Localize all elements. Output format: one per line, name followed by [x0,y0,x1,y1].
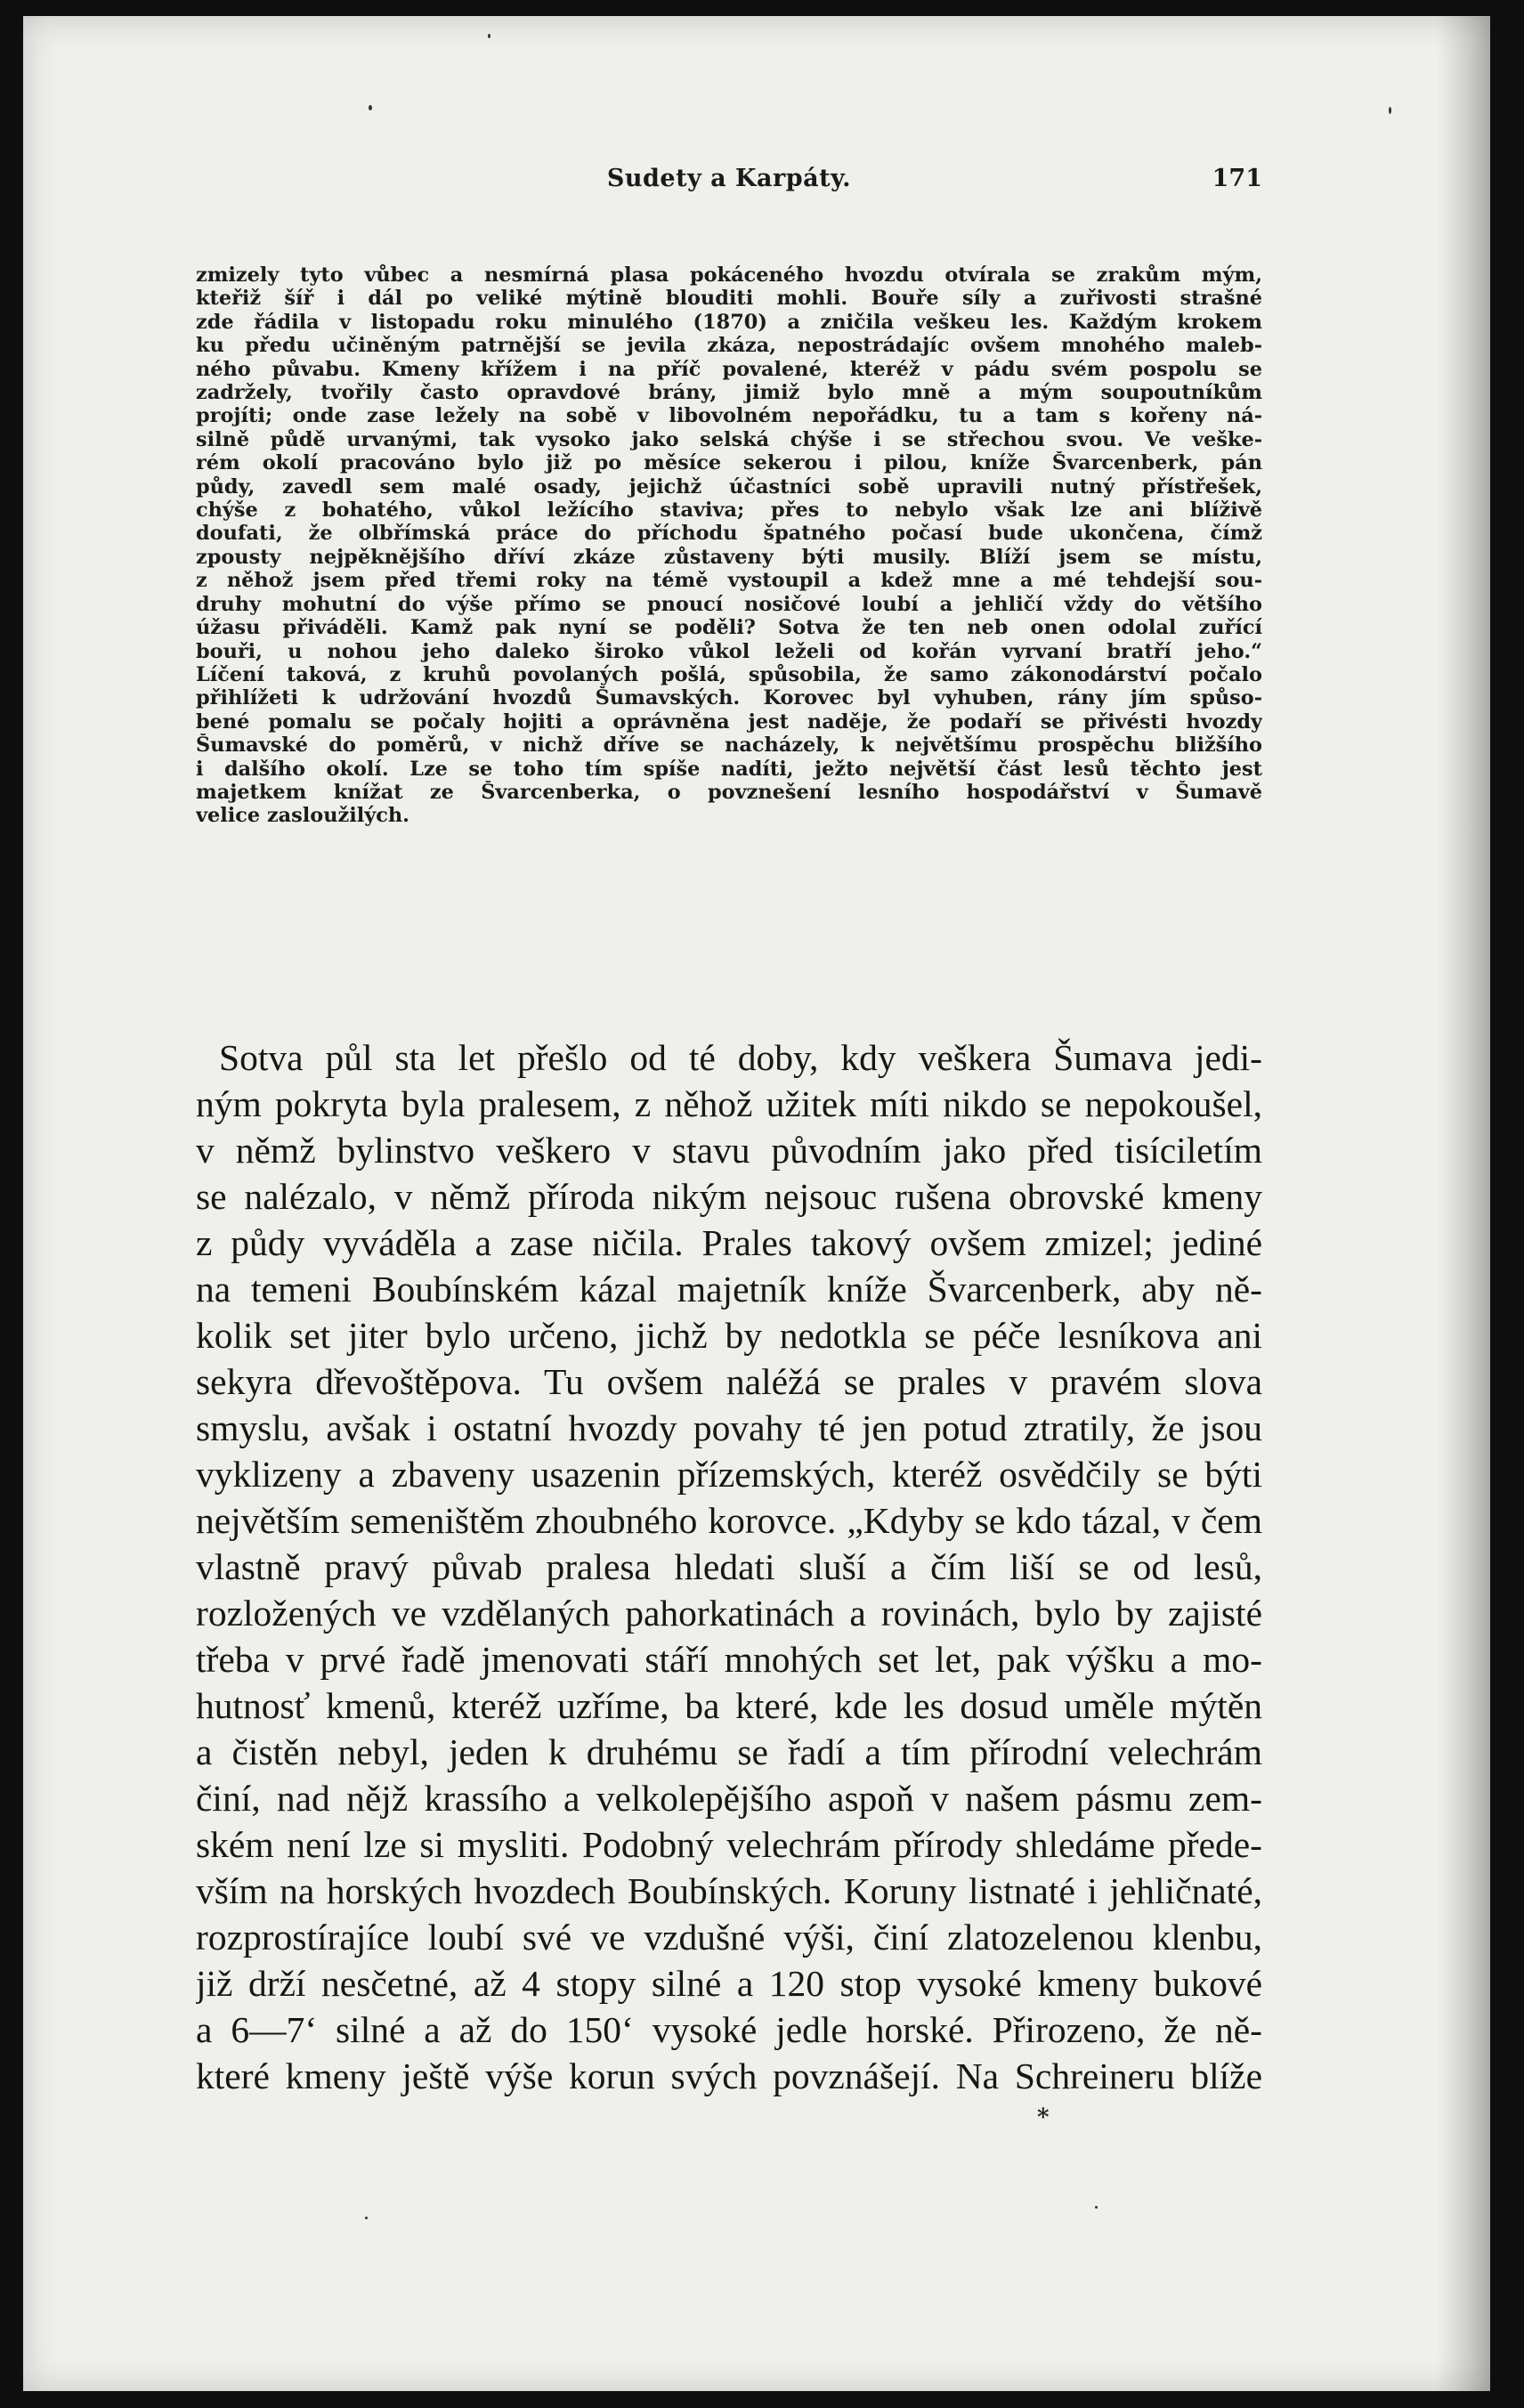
footnote-line: přihlížeti k udržování hvozdů Šumavských. Korovec byl vyhuben, rány jím spůso- [196,686,1262,710]
paragraph-line: třeba v prvé řadě jmenovati stáří mnohých set let, pak výšku a mo- [196,1639,1262,1680]
paragraph-line: vším na horských hvozdech Boubínských. Koruny listnaté i jehličnaté, [196,1870,1262,1911]
scan-speck [365,2217,368,2219]
page-number: 171 [1212,165,1262,192]
paragraph-line: rozložených ve vzdělaných pahorkatinách a rovinách, bylo by zajisté [196,1593,1262,1634]
main-paragraph [196,1034,1262,2099]
scan-speck [1389,107,1391,114]
footnote-line: druhy mohutní do výše přímo se pnoucí nosičové loubí a jehličí vždy do většího [196,592,1262,616]
footnote-line: doufati, že olbřímská práce do příchodu špatného počasí bude ukončena, čímž [196,522,1262,546]
footnote-line: rém okolí pracováno bylo již po měsíce sekerou i pilou, kníže Švarcenberk, pán [196,451,1262,475]
paragraph-line: z půdy vyváděla a zase ničila. Prales takový ovšem zmizel; jediné [196,1222,1262,1263]
paragraph-line: Sotva půl sta let přešlo od té doby, kdy veškera Šumava jedi- [219,1037,1262,1078]
footnote-line: majetkem knížat ze Švarcenberka, o povznešení lesního hospodářství v Šumavě [196,780,1262,804]
footer-mark: * [1037,2104,1050,2131]
paragraph-line: a čistěn nebyl, jeden k druhému se řadí a tím přírodní velechrám [196,1731,1262,1772]
paragraph-line: kolik set jiter bylo určeno, jichž by nedotkla se péče lesníkova ani [196,1315,1262,1356]
footnote-line: Šumavské do poměrů, v nichž dříve se nacházely, k největšímu prospěchu bližšího [196,734,1262,758]
footnote-line: bouři, u nohou jeho daleko široko vůkol leželi od kořán vyrvaní bratří jeho.“ [196,639,1262,663]
footnote-line: z něhož jsem před třemi roky na témě vystoupil a kdež mne a mé tehdejší sou- [196,569,1262,593]
footnote-line: úžasu přiváděli. Kamž pak nyní se poděli? Sotva že ten neb onen odolal zuřící [196,616,1262,640]
paragraph-line: vlastně pravý půvab pralesa hledati sluší a čím liší se od lesů, [196,1546,1262,1587]
footnote-line: i dalšího okolí. Lze se toho tím spíše nadíti, ježto největší část lesů těchto jest [196,757,1262,781]
footnote-line: Líčení taková, z kruhů povolaných pošlá, spůsobila, že samo zákonodárství počalo [196,662,1262,686]
paragraph-line: již drží nesčetné, až 4 stopy silné a 120 stop vysoké kmeny bukové [196,1963,1262,2004]
paragraph-line: činí, nad nějž krassího a velkolepějšího aspoň v našem pásmu zem- [196,1778,1262,1819]
paragraph-line: vyklizeny a zbaveny usazenin přízemských, kteréž osvědčily se býti [196,1454,1262,1495]
footnote-line: půdy, zavedl sem malé osady, jejichž účastníci sobě upravili nutný přístřešek, [196,474,1262,499]
paragraph-line: smyslu, avšak i ostatní hvozdy povahy té jen potud ztratily, že jsou [196,1407,1262,1448]
paragraph-line: rozprostírajíce loubí své ve vzdušné výši, činí zlatozelenou klenbu, [196,1917,1262,1958]
paragraph-line: v němž bylinstvo veškero v stavu původním jako před tisíciletím [196,1130,1262,1171]
paragraph-line: se nalézalo, v němž příroda nikým nejsouc rušena obrovské kmeny [196,1176,1262,1217]
footnote-line: velice zasloužilých. [196,804,409,828]
paragraph-line: sekyra dřevoštěpova. Tu ovšem naléžá se prales v pravém slova [196,1361,1262,1402]
paragraph-line: na temeni Boubínském kázal majetník kníže Švarcenberk, aby ně- [196,1269,1262,1309]
footnote-line: ku předu učiněným patrnější se jevila zkáza, nepostrádajíc ovšem mnohého maleb- [196,334,1262,358]
paragraph-line: a 6—7‘ silné a až do 150‘ vysoké jedle horské. Přirozeno, že ně- [196,2009,1262,2050]
footnote-block [196,264,1262,828]
footnote-line: zmizely tyto vůbec a nesmírná plasa pokáceného hvozdu otvírala se zrakům mým, [196,264,1262,287]
footnote-line: zadržely, tvořily často opravdové brány, jimiž bylo mně a mým soupoutníkům [196,381,1262,405]
footnote-line: chýše z bohatého, vůkol ležícího staviva; přes to nebylo však lze ani blíživě [196,499,1262,523]
paragraph-line: největším semeništěm zhoubného korovce. „Kdyby se kdo tázal, v čem [196,1500,1262,1541]
running-title: Sudety a Karpáty. [606,165,852,192]
footnote-line: zpousty nejpěknějšího dříví zkáze zůstaveny býti musily. Blíží jsem se místu, [196,545,1262,569]
paragraph-line: hutnosť kmenů, kteréž uzříme, ba které, kde les dosud uměle mýtěn [196,1685,1262,1726]
page-gutter-shadow [1437,16,1490,2391]
footnote-line: kteřiž šíř i dál po veliké mýtině blouditi mohli. Bouře síly a zuřivosti strašné [196,287,1262,311]
page-header [196,165,1262,218]
paragraph-line: ském není lze si mysliti. Podobný velechrám přírody shledáme přede- [196,1824,1262,1865]
paragraph-line: ným pokryta byla pralesem, z něhož užitek míti nikdo se nepokoušel, [196,1083,1262,1124]
footnote-line: bené pomalu se počaly hojiti a oprávněna jest naděje, že podaří se přivésti hvozdy [196,709,1262,734]
footnote-line: ného půvabu. Kmeny křížem i na příč povalené, kteréž v pádu svém pospolu se [196,357,1262,381]
footnote-line: projíti; onde zase ležely na sobě v libovolném nepořádku, tu a tam s kořeny ná- [196,404,1262,428]
scan-speck [1095,2206,1098,2209]
footnote-line: silně půdě urvanými, tak vysoko jako selská chýše i se střechou svou. Ve veške- [196,427,1262,451]
paragraph-line: které kmeny ještě výše korun svých povznášejí. Na Schreineru blíže [196,2055,1262,2096]
scan-speck [369,105,372,110]
scan-speck [488,34,490,38]
footnote-line: zde řádila v listopadu roku minulého (1870) a zničila veškeu les. Každým krokem [196,310,1262,334]
